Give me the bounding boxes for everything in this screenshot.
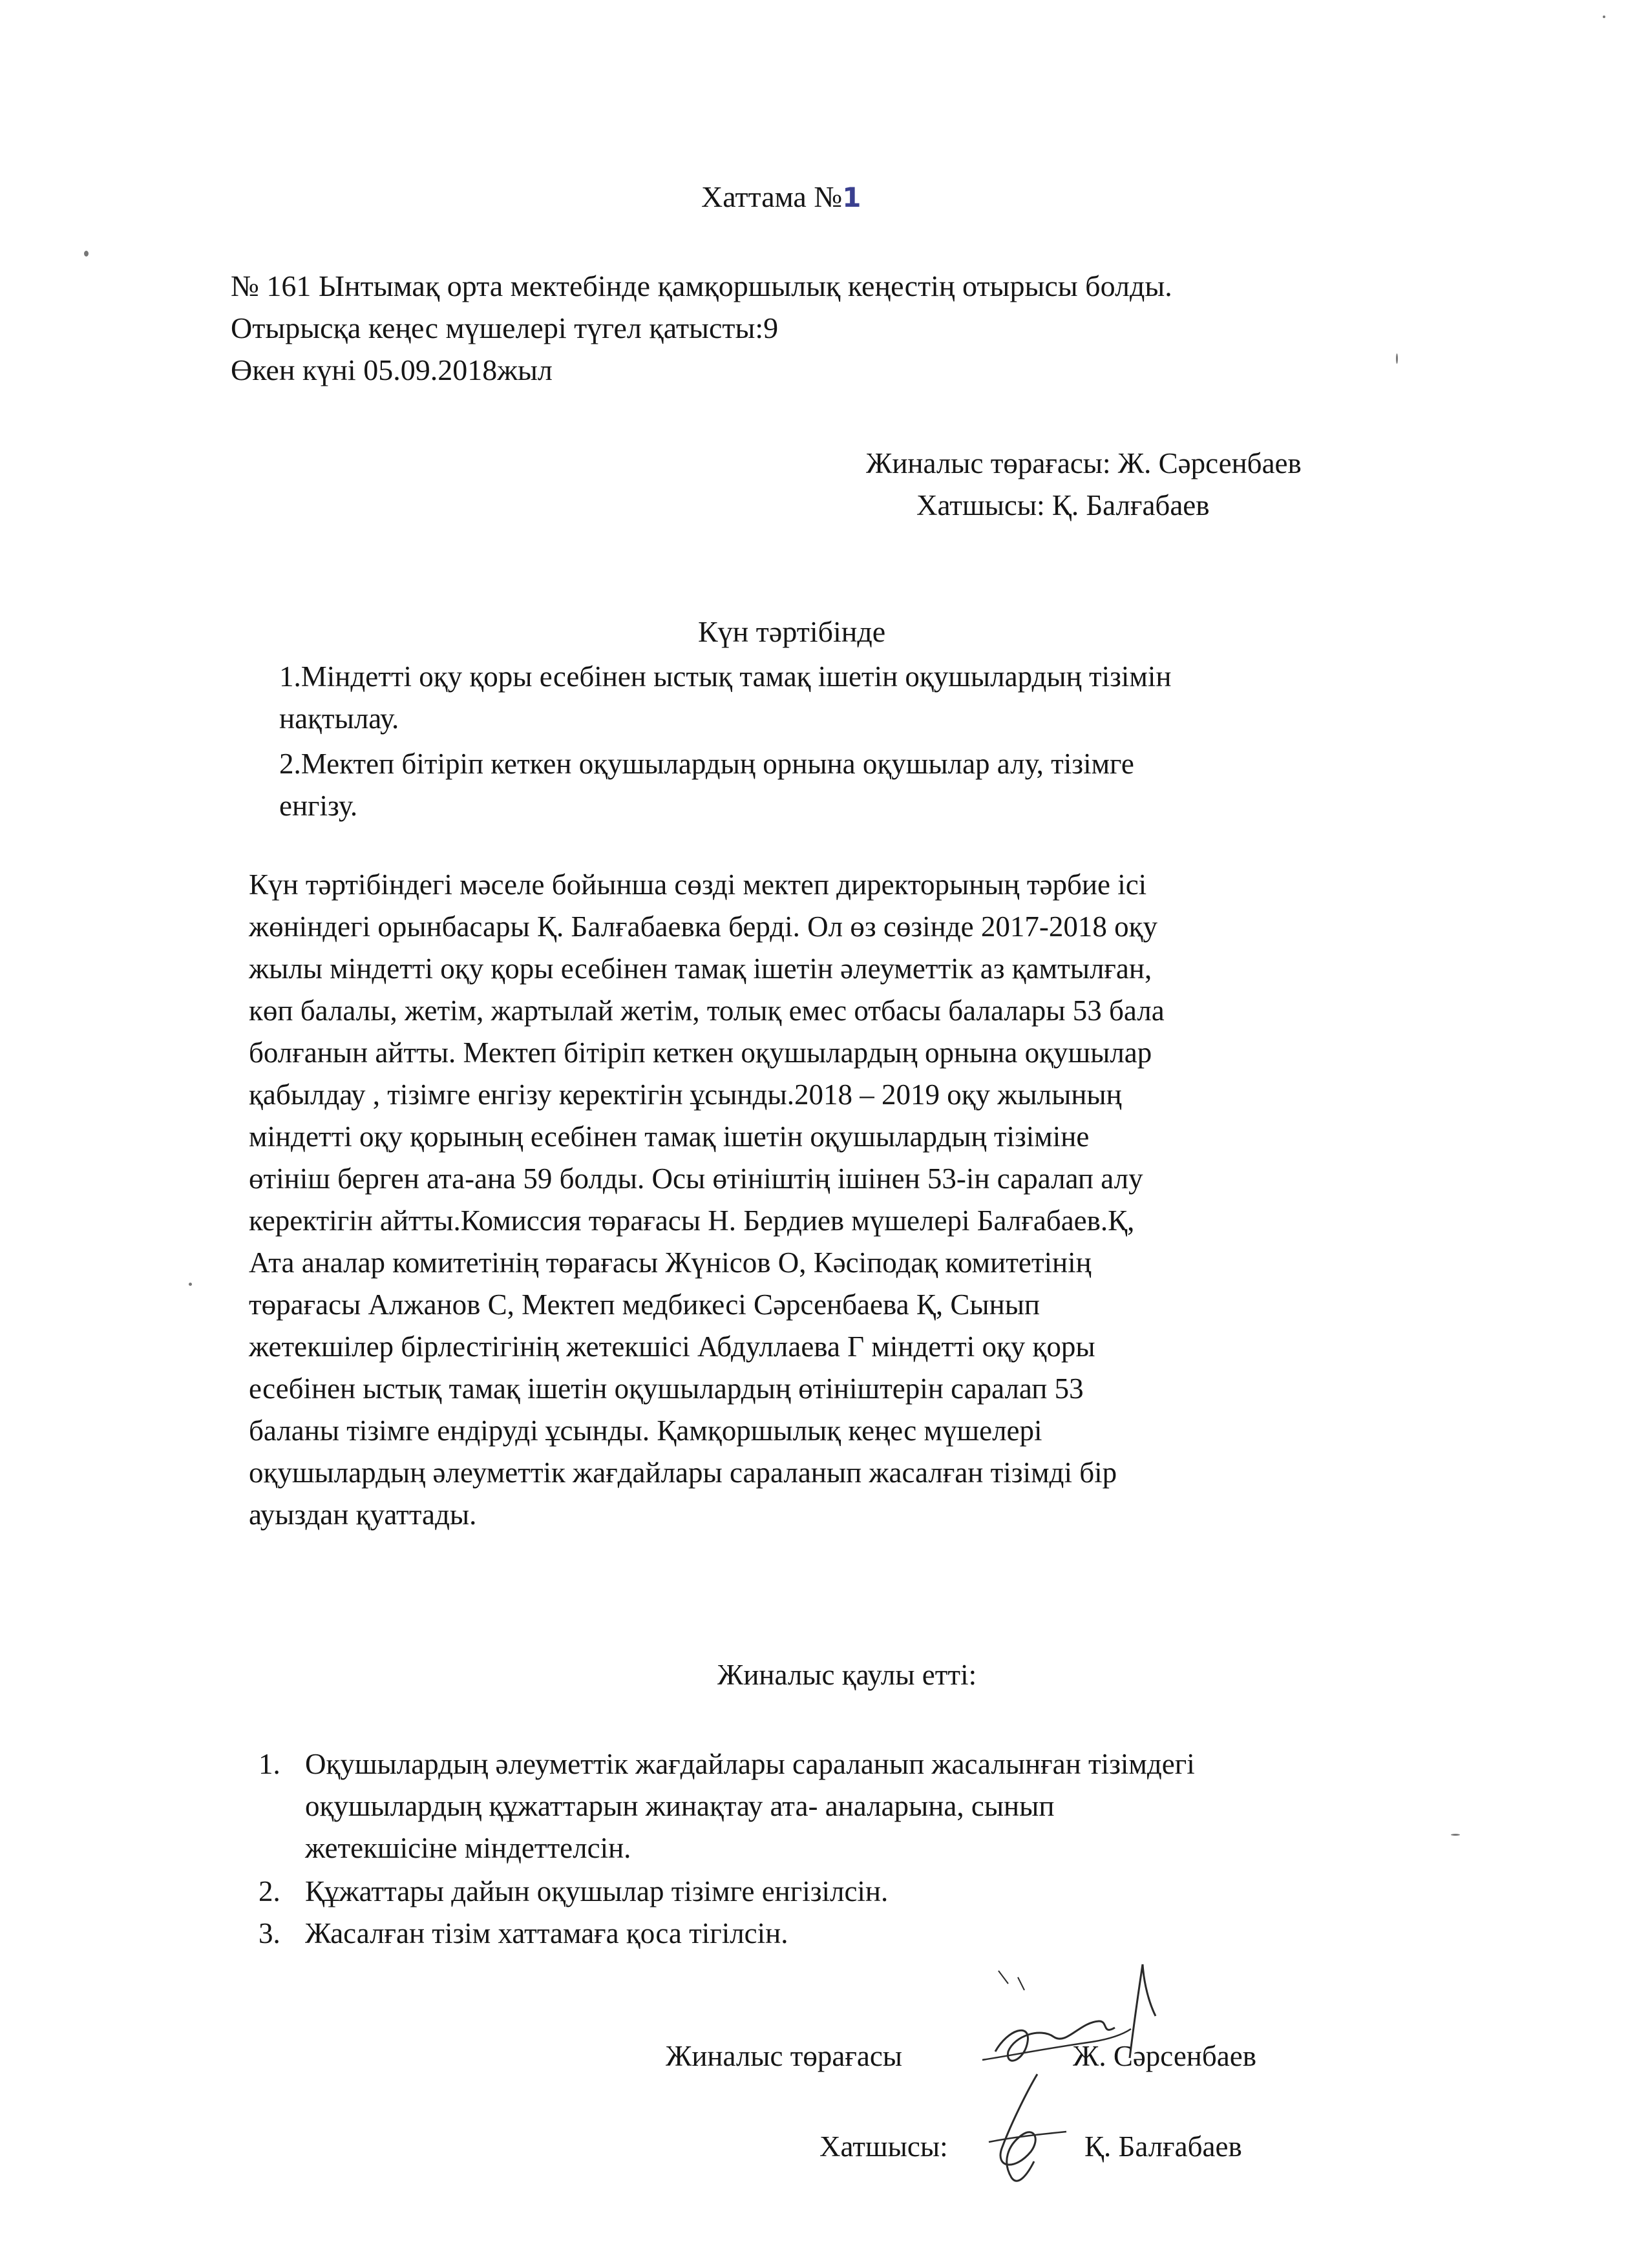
- body-line: есебінен ыстық тамақ ішетін оқушылардың өтініштерін саралап 53: [249, 1372, 1084, 1405]
- body-line: міндетті оқу қорының есебінен тамақ ішетін оқушылардың тізіміне: [249, 1120, 1090, 1153]
- body-line: баланы тізімге ендіруді ұсынды. Қамқоршылық кеңес мүшелері: [249, 1414, 1042, 1447]
- intro-line: Өкен күні 05.09.2018жыл: [231, 353, 553, 386]
- decision-line: Жасалған тізім хаттамаға қоса тігілсін.: [305, 1917, 788, 1949]
- body-line: керектігін айтты.Комиссия төрағасы Н. Бердиев мүшелері Балғабаев.Қ,: [249, 1204, 1135, 1237]
- chair-header: Жиналыс төрағасы: Ж. Сәрсенбаев: [866, 447, 1302, 479]
- scan-speck: [1603, 16, 1605, 18]
- body-line: ауыздан қуаттады.: [249, 1498, 477, 1531]
- agenda-title: Күн тәртібінде: [698, 615, 886, 648]
- decision-line: оқушылардың құжаттарын жинақтау ата- аналарына, сынып: [305, 1790, 1055, 1822]
- body-line: жөніндегі орынбасары Қ. Балғабаевка берді. Ол өз сөзінде 2017-2018 оқу: [249, 910, 1157, 943]
- intro-line: Отырысқа кеңес мүшелері түгел қатысты:9: [231, 311, 779, 344]
- body-line: қабылдау , тізімге енгізу керектігін ұсынды.2018 – 2019 оқу жылының: [249, 1078, 1122, 1111]
- title-number: 1: [842, 182, 861, 213]
- decision-line: Оқушылардың әлеуметтік жағдайлары сараланып жасалынған тізімдегі: [305, 1748, 1195, 1780]
- secretary-signature: [976, 2064, 1073, 2194]
- document-title: [701, 182, 861, 212]
- decision-line: жетекшісіне міндеттелсін.: [305, 1832, 631, 1864]
- scan-speck: [1451, 1834, 1460, 1836]
- sign-secretary-label: Хатшысы:: [819, 2130, 948, 2163]
- body-line: жылы міндетті оқу қоры есебінен тамақ ішетін әлеуметтік аз қамтылған,: [249, 952, 1152, 985]
- decision-line: Құжаттары дайын оқушылар тізімге енгізілсін.: [305, 1875, 889, 1907]
- decision-number: 3.: [259, 1917, 280, 1949]
- agenda-line: 2.Мектеп бітіріп кеткен оқушылардың орнына оқушылар алу, тізімге: [279, 748, 1134, 780]
- intro-line: № 161 Ынтымақ орта мектебінде қамқоршылық кеңестің отырысы болды.: [231, 269, 1172, 302]
- decision-title: Жиналыс қаулы етті:: [717, 1659, 977, 1691]
- body-line: жетекшілер бірлестігінің жетекшісі Абдуллаева Г міндетті оқу қоры: [249, 1330, 1095, 1363]
- agenda-line: енгізу.: [279, 790, 358, 822]
- body-line: өтініш берген ата-ана 59 болды. Осы өтініштің ішінен 53-ін саралап алу: [249, 1162, 1143, 1195]
- decision-number: 2.: [259, 1875, 280, 1907]
- decision-number: 1.: [259, 1748, 280, 1780]
- secretary-header: Хатшысы: Қ. Балғабаев: [916, 489, 1210, 521]
- sign-chair-label: Жиналыс төрағасы: [666, 2040, 903, 2072]
- scan-speck: [84, 251, 89, 257]
- body-line: Ата аналар комитетінің төрағасы Жүнісов О, Кәсіподақ комитетінің: [249, 1246, 1092, 1279]
- sign-chair-name: Ж. Сәрсенбаев: [1073, 2040, 1256, 2072]
- body-line: оқушылардың әлеуметтік жағдайлары сараланып жасалған тізімді бір: [249, 1456, 1117, 1489]
- body-line: болғанын айтты. Мектеп бітіріп кеткен оқушылардың орнына оқушылар: [249, 1036, 1152, 1069]
- body-line: көп балалы, жетім, жартылай жетім, толық емес отбасы балалары 53 бала: [249, 994, 1165, 1027]
- sign-secretary-name: Қ. Балғабаев: [1084, 2130, 1242, 2163]
- agenda-line: нақтылау.: [279, 702, 399, 735]
- scan-speck: [189, 1283, 192, 1286]
- scan-speck: [1396, 353, 1398, 364]
- body-line: төрағасы Алжанов С, Мектеп медбикесі Сәрсенбаева Қ, Сынып: [249, 1288, 1041, 1321]
- agenda-line: 1.Міндетті оқу қоры есебінен ыстық тамақ ішетін оқушылардың тізімін: [279, 660, 1172, 693]
- body-line: Күн тәртібіндегі мәселе бойынша сөзді мектеп директорының тәрбие ісі: [249, 868, 1147, 901]
- title-text: Хаттама №: [701, 180, 843, 213]
